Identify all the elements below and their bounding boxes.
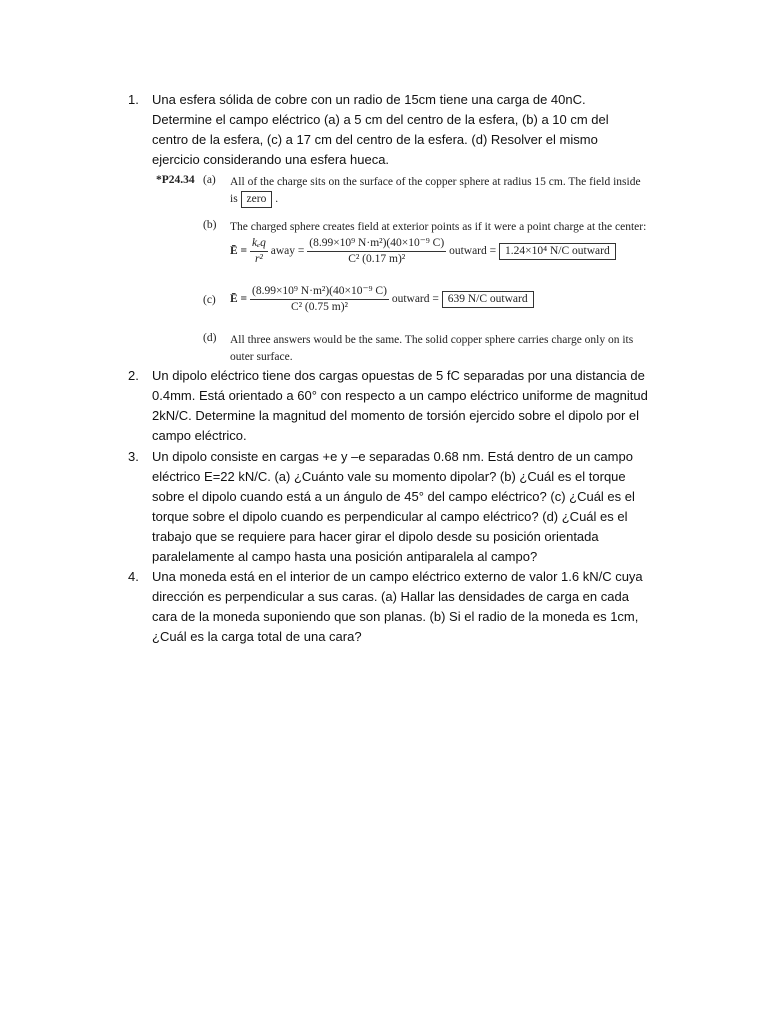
part-d-text: All three answers would be the same. The solid copper sphere carries charge only on its outer surface.: [230, 334, 634, 363]
field-symbol: Ē =: [230, 245, 248, 258]
fraction-denominator: C² (0.75 m)²: [290, 301, 348, 313]
part-b-text: The charged sphere creates field at exterior points as if it were a point charge at the center:: [230, 221, 647, 233]
value-fraction-c: [250, 284, 389, 315]
ke-fraction: [250, 236, 268, 267]
part-tag: (c): [203, 294, 216, 306]
outward-label: outward =: [449, 245, 497, 258]
question-number: 3.: [128, 449, 139, 464]
away-label: away =: [270, 245, 305, 258]
part-tag: (a): [203, 174, 216, 186]
equation-c: [230, 284, 534, 315]
question-1: [128, 90, 648, 170]
question-4: [128, 567, 648, 647]
part-tag: (d): [203, 332, 217, 344]
fraction-numerator: (8.99×10⁹ N·m²)(40×10⁻⁹ C): [250, 284, 389, 300]
part-tag: (b): [203, 219, 217, 231]
fraction-denominator: r²: [254, 253, 263, 265]
part-a-text: All of the charge sits on the surface of the copper sphere at radius 15 cm. The field inside is zero .: [230, 174, 650, 208]
equation-b: [230, 236, 616, 267]
outward-label: outward =: [391, 293, 439, 306]
question-number: 2.: [128, 368, 139, 383]
question-3: [128, 447, 648, 567]
field-symbol: Ē =: [230, 293, 248, 306]
value-fraction-b: [307, 236, 446, 267]
answer-box-c: 639 N/C outward: [442, 291, 534, 308]
fraction-numerator: kₑq: [250, 236, 268, 252]
question-text: Un dipolo consiste en cargas +e y –e separadas 0.68 nm. Está dentro de un campo eléctrico E=22 kN/C. (a) ¿Cuánto vale su momento dipolar? (b) ¿Cuál es el torque sobre el dipolo cuando está a un ángulo de 45° del campo eléctrico? (c) ¿Cuál es el torque sobre el dipolo cuando es perpendicular al campo eléctrico? (d) ¿Cuál es el trabajo que se requiere para hacer girar el dipolo desde su posición orientada paralelamente al campo hasta una posición antiparalela al campo?: [152, 449, 635, 564]
question-number: 1.: [128, 92, 139, 107]
question-text: Una moneda está en el interior de un campo eléctrico externo de valor 1.6 kN/C cuya dirección es perpendicular a sus caras. (a) Hallar las densidades de carga en cada cara de la moneda suponiendo que son planas. (b) Si el radio de la moneda es 1cm, ¿Cuál es la carga total de una cara?: [152, 569, 643, 644]
answer-box-b: 1.24×10⁴ N/C outward: [499, 243, 616, 260]
question-number: 4.: [128, 569, 139, 584]
part-a-sentence: All of the charge sits on the surface of the copper sphere at radius 15 cm. The field inside is: [230, 176, 641, 205]
question-text: Una esfera sólida de cobre con un radio de 15cm tiene una carga de 40nC. Determine el campo eléctrico (a) a 5 cm del centro de la esfera, (b) a 10 cm del centro de la esfera, (c) a 17 cm del centro de la esfera. (d) Resolver el mismo ejercicio considerando una esfera hueca.: [152, 92, 609, 167]
answer-box-a: zero: [241, 191, 273, 208]
question-text: Un dipolo eléctrico tiene dos cargas opuestas de 5 fC separadas por una distancia de 0.4mm. Está orientado a 60° con respecto a un campo eléctrico uniforme de magnitud 2kN/C. Determine la magnitud del momento de torsión ejercido sobre el dipolo por el campo eléctrico.: [152, 368, 648, 443]
question-2: [128, 366, 648, 446]
fraction-numerator: (8.99×10⁹ N·m²)(40×10⁻⁹ C): [307, 236, 446, 252]
solution-label: *P24.34: [156, 174, 195, 186]
fraction-denominator: C² (0.17 m)²: [348, 253, 406, 265]
